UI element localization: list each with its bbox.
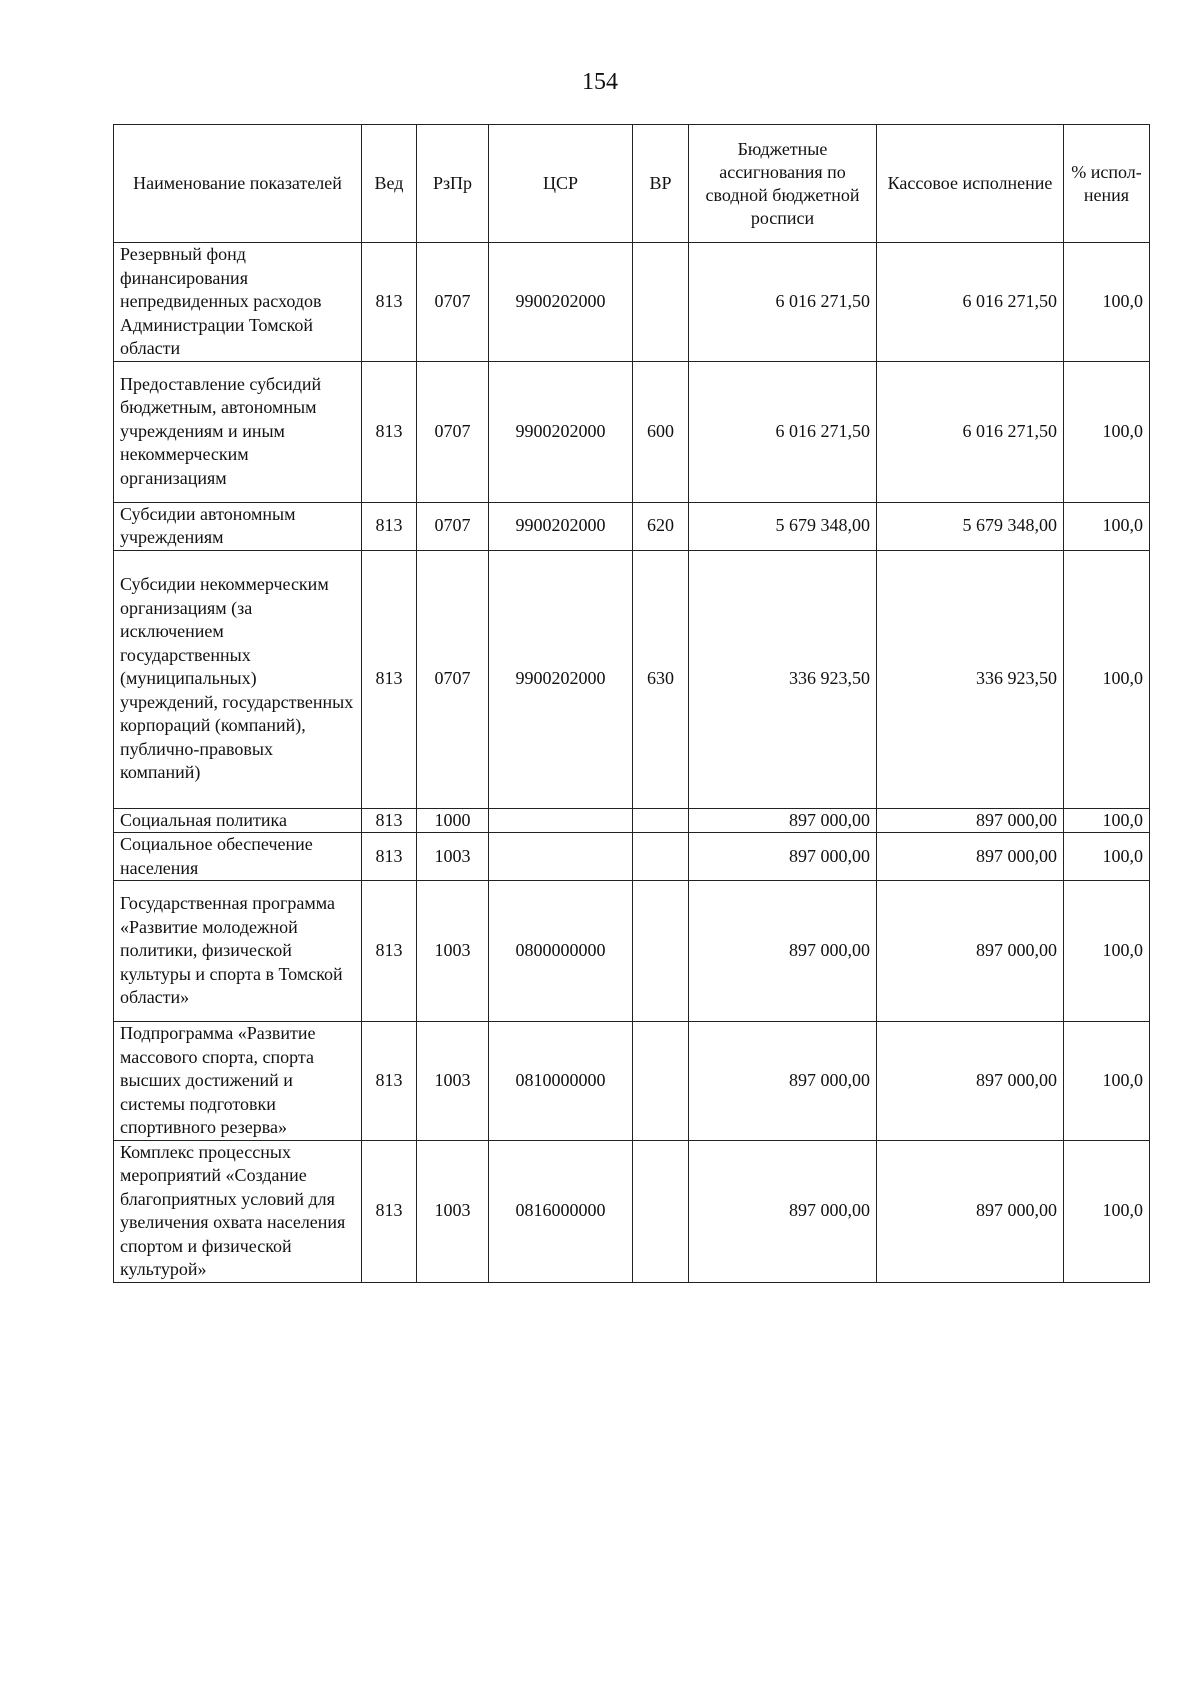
row-exec: 897 000,00 [877,1140,1064,1282]
table-row [114,1140,1150,1282]
row-rzpr: 0707 [417,550,489,808]
header-name: Наименование показателей [114,125,362,243]
row-ved: 813 [362,361,417,502]
header-ved: Вед [362,125,417,243]
row-pct: 100,0 [1064,243,1150,362]
budget-execution-table [113,124,1150,1283]
row-name: Подпрограмма «Развитие массового спорта, спорта высших достижений и системы подготовки спортивного резерва» [114,1022,362,1141]
row-vr: 620 [633,502,689,550]
row-pct: 100,0 [1064,502,1150,550]
row-name: Социальное обеспечение населения [114,833,362,881]
header-csr: ЦСР [489,125,633,243]
row-name: Государственная программа «Развитие молодежной политики, физической культуры и спорта в Томской области» [114,881,362,1022]
row-plan: 5 679 348,00 [689,502,877,550]
row-plan: 6 016 271,50 [689,361,877,502]
row-plan: 897 000,00 [689,1022,877,1141]
row-pct: 100,0 [1064,881,1150,1022]
row-csr: 9900202000 [489,550,633,808]
row-csr: 0816000000 [489,1140,633,1282]
row-ved: 813 [362,243,417,362]
table-row [114,550,1150,808]
row-name: Социальная политика [114,808,362,833]
header-rzpr: РзПр [417,125,489,243]
row-ved: 813 [362,1140,417,1282]
row-pct: 100,0 [1064,550,1150,808]
row-exec: 897 000,00 [877,808,1064,833]
table-header-row [114,125,1150,243]
row-exec: 6 016 271,50 [877,361,1064,502]
row-plan: 6 016 271,50 [689,243,877,362]
row-rzpr: 0707 [417,243,489,362]
row-vr [633,1140,689,1282]
row-rzpr: 1003 [417,1140,489,1282]
row-plan: 897 000,00 [689,833,877,881]
header-pct: % испол-нения [1064,125,1150,243]
row-exec: 897 000,00 [877,881,1064,1022]
row-csr: 9900202000 [489,502,633,550]
row-ved: 813 [362,1022,417,1141]
row-vr [633,881,689,1022]
row-vr [633,243,689,362]
row-rzpr: 0707 [417,361,489,502]
row-name: Субсидии автономным учреждениям [114,502,362,550]
row-exec: 6 016 271,50 [877,243,1064,362]
row-rzpr: 1003 [417,881,489,1022]
row-pct: 100,0 [1064,833,1150,881]
row-rzpr: 1003 [417,1022,489,1141]
row-pct: 100,0 [1064,361,1150,502]
table-row [114,833,1150,881]
row-vr [633,1022,689,1141]
row-rzpr: 0707 [417,502,489,550]
row-plan: 897 000,00 [689,881,877,1022]
row-vr: 630 [633,550,689,808]
row-name: Резервный фонд финансирования непредвиденных расходов Администрации Томской области [114,243,362,362]
table-row [114,808,1150,833]
row-ved: 813 [362,808,417,833]
table-row [114,881,1150,1022]
table-row [114,1022,1150,1141]
row-csr [489,808,633,833]
header-vr: ВР [633,125,689,243]
row-vr [633,833,689,881]
page-number: 154 [582,69,618,95]
row-name: Предоставление субсидий бюджетным, автономным учреждениям и иным некоммерческим организациям [114,361,362,502]
row-exec: 897 000,00 [877,833,1064,881]
row-rzpr: 1003 [417,833,489,881]
row-ved: 813 [362,833,417,881]
row-vr: 600 [633,361,689,502]
row-pct: 100,0 [1064,1022,1150,1141]
row-pct: 100,0 [1064,1140,1150,1282]
row-plan: 897 000,00 [689,808,877,833]
row-csr: 0810000000 [489,1022,633,1141]
row-csr: 9900202000 [489,361,633,502]
table-row [114,243,1150,362]
header-plan: Бюджетные ассигнования по сводной бюджетной росписи [689,125,877,243]
row-csr: 9900202000 [489,243,633,362]
row-ved: 813 [362,502,417,550]
row-vr [633,808,689,833]
row-plan: 897 000,00 [689,1140,877,1282]
header-exec: Кассовое исполнение [877,125,1064,243]
row-plan: 336 923,50 [689,550,877,808]
row-rzpr: 1000 [417,808,489,833]
table-row [114,502,1150,550]
row-exec: 336 923,50 [877,550,1064,808]
row-exec: 897 000,00 [877,1022,1064,1141]
row-pct: 100,0 [1064,808,1150,833]
row-name: Комплекс процессных мероприятий «Создание благоприятных условий для увеличения охвата населения спортом и физической культурой» [114,1140,362,1282]
table-row [114,361,1150,502]
row-name: Субсидии некоммерческим организациям (за исключением государственных (муниципальных) учреждений, государственных корпораций (компаний), публично-правовых компаний) [114,550,362,808]
row-csr: 0800000000 [489,881,633,1022]
row-ved: 813 [362,550,417,808]
row-csr [489,833,633,881]
row-ved: 813 [362,881,417,1022]
row-exec: 5 679 348,00 [877,502,1064,550]
